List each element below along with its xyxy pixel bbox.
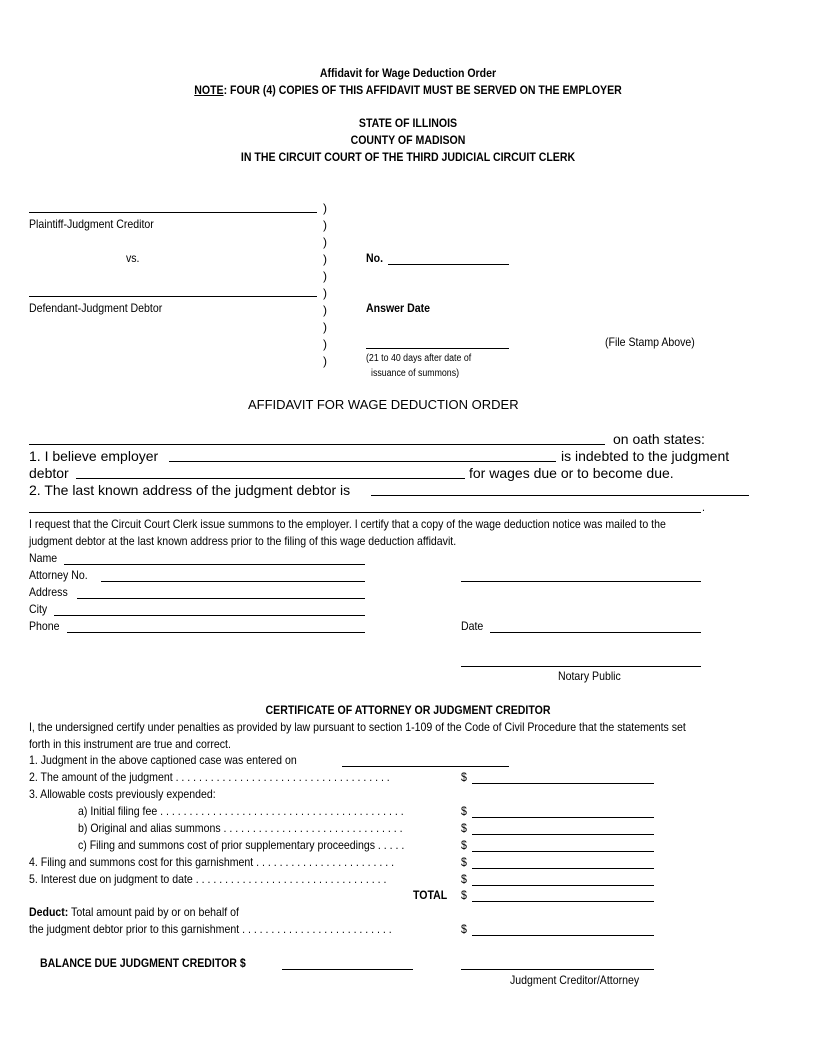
item3c-supplementary: c) Filing and summons cost of prior supplementary proceedings . . . . . (78, 838, 405, 852)
county-heading: COUNTY OF MADISON (350, 133, 466, 147)
deduct-text: Total amount paid by or on behalf of (68, 905, 239, 919)
balance-due-label: BALANCE DUE JUDGMENT CREDITOR $ (40, 956, 246, 970)
debtor-address-line-2[interactable] (29, 512, 701, 513)
date-field[interactable] (490, 632, 701, 633)
request-text-2: judgment debtor at the last known address prior to the filing of this wage deduction affidavit. (29, 534, 457, 548)
item2-judgment-amount: 2. The amount of the judgment . . . . . . . . . . . . . . . . . . . . . . . . . . . . . . . . . . . . . (29, 770, 390, 784)
phone-field[interactable] (67, 632, 365, 633)
case-number-line[interactable] (388, 264, 509, 265)
paren: ) (323, 252, 327, 266)
deduct-line-1 (29, 905, 239, 919)
city-label: City (29, 602, 48, 616)
note-label: NOTE (194, 83, 224, 97)
paren: ) (323, 269, 327, 283)
vs-label: vs. (126, 251, 140, 265)
deduct-amount-field[interactable] (472, 935, 654, 936)
notary-signature-line[interactable] (461, 666, 701, 667)
caption-parens (323, 200, 327, 370)
filing-fee-field[interactable] (472, 817, 654, 818)
address-period: . (702, 500, 705, 514)
paren: ) (323, 354, 327, 368)
address-label: Address (29, 585, 68, 599)
notary-label: Notary Public (558, 669, 621, 683)
item1-judgment-date: 1. Judgment in the above captioned case was entered on (29, 753, 297, 767)
days-note-1: (21 to 40 days after date of (366, 353, 472, 364)
creditor-signature-label: Judgment Creditor/Attorney (510, 973, 640, 987)
wages-text: for wages due or to become due. (469, 465, 674, 481)
affidavit-title: AFFIDAVIT FOR WAGE DEDUCTION ORDER (248, 397, 519, 412)
paren: ) (323, 286, 327, 300)
dollar-sign: $ (461, 872, 467, 886)
garnishment-cost-field[interactable] (472, 868, 654, 869)
certificate-intro-1: I, the undersigned certify under penalties as provided by law pursuant to section 1-109 of the Code of Civil Procedure that the statements set (29, 720, 686, 734)
case-number-label: No. (366, 251, 384, 265)
judgment-date-field[interactable] (342, 766, 509, 767)
affiant-name-line[interactable] (29, 444, 605, 445)
defendant-label: Defendant-Judgment Debtor (29, 301, 163, 315)
dollar-sign: $ (461, 855, 467, 869)
dollar-sign: $ (461, 770, 467, 784)
debtor-line[interactable] (76, 478, 465, 479)
judgment-amount-field[interactable] (472, 783, 654, 784)
days-note-2: issuance of summons) (371, 368, 460, 379)
dollar-sign: $ (461, 922, 467, 936)
court-heading: IN THE CIRCUIT COURT OF THE THIRD JUDICIAL CIRCUIT CLERK (240, 150, 576, 164)
answer-date-line[interactable] (366, 348, 509, 349)
form-title: Affidavit for Wage Deduction Order (319, 66, 497, 80)
deduct-line-2: the judgment debtor prior to this garnishment . . . . . . . . . . . . . . . . . . . . . . . . . . (29, 922, 392, 936)
supplementary-field[interactable] (472, 851, 654, 852)
note-text: : FOUR (4) COPIES OF THIS AFFIDAVIT MUST BE SERVED ON THE EMPLOYER (223, 83, 622, 97)
paren: ) (323, 218, 327, 232)
dollar-sign: $ (461, 821, 467, 835)
oath-text: on oath states: (613, 431, 705, 447)
phone-label: Phone (29, 619, 60, 633)
debtor-address-line[interactable] (371, 495, 749, 496)
item5-interest: 5. Interest due on judgment to date . . . . . . . . . . . . . . . . . . . . . . . . . . . . . . . . . (29, 872, 387, 886)
address-field[interactable] (77, 598, 365, 599)
item4-garnishment-cost: 4. Filing and summons cost for this garnishment . . . . . . . . . . . . . . . . . . . . . . . . (29, 855, 395, 869)
summons-field[interactable] (472, 834, 654, 835)
creditor-signature-line[interactable] (461, 969, 654, 970)
paren: ) (323, 337, 327, 351)
total-label: TOTAL (413, 888, 448, 902)
item3b-summons: b) Original and alias summons . . . . . . . . . . . . . . . . . . . . . . . . . . . . . . . (78, 821, 403, 835)
attorney-no-label: Attorney No. (29, 568, 88, 582)
line1-indebted-text: is indebted to the judgment (561, 448, 730, 464)
line1-employer-label: 1. I believe employer (29, 448, 159, 464)
deduct-label: Deduct: (29, 905, 69, 919)
total-field[interactable] (472, 901, 654, 902)
dollar-sign: $ (461, 838, 467, 852)
paren: ) (323, 303, 327, 317)
paren: ) (323, 235, 327, 249)
attorney-no-field[interactable] (101, 581, 365, 582)
city-field[interactable] (54, 615, 365, 616)
paren: ) (323, 320, 327, 334)
balance-due-field[interactable] (282, 969, 413, 970)
item3a-filing-fee: a) Initial filing fee . . . . . . . . . . . . . . . . . . . . . . . . . . . . . . . . . . . . . . . . . . (78, 804, 404, 818)
plaintiff-label: Plaintiff-Judgment Creditor (29, 217, 154, 231)
request-text-1: I request that the Circuit Court Clerk issue summons to the employer. I certify that a copy of the wage deduction notice was mailed to the (29, 517, 666, 531)
dollar-sign: $ (461, 804, 467, 818)
interest-field[interactable] (472, 885, 654, 886)
dollar-sign: $ (461, 888, 467, 902)
employer-line[interactable] (169, 461, 556, 462)
answer-date-label: Answer Date (366, 301, 430, 315)
plaintiff-line[interactable] (29, 212, 317, 213)
line2-address-label: 2. The last known address of the judgment debtor is (29, 482, 351, 498)
item3-allowable-costs: 3. Allowable costs previously expended: (29, 787, 216, 801)
certificate-title: CERTIFICATE OF ATTORNEY OR JUDGMENT CREDITOR (265, 703, 551, 717)
date-label: Date (461, 619, 484, 633)
state-heading: STATE OF ILLINOIS (358, 116, 458, 130)
name-field[interactable] (64, 564, 365, 565)
paren: ) (323, 201, 327, 215)
defendant-line[interactable] (29, 296, 317, 297)
affiant-signature-line[interactable] (461, 581, 701, 582)
service-note (49, 83, 767, 97)
file-stamp-label: (File Stamp Above) (605, 335, 695, 349)
certificate-intro-2: forth in this instrument are true and correct. (29, 737, 231, 751)
debtor-label: debtor (29, 465, 69, 481)
name-label: Name (29, 551, 58, 565)
